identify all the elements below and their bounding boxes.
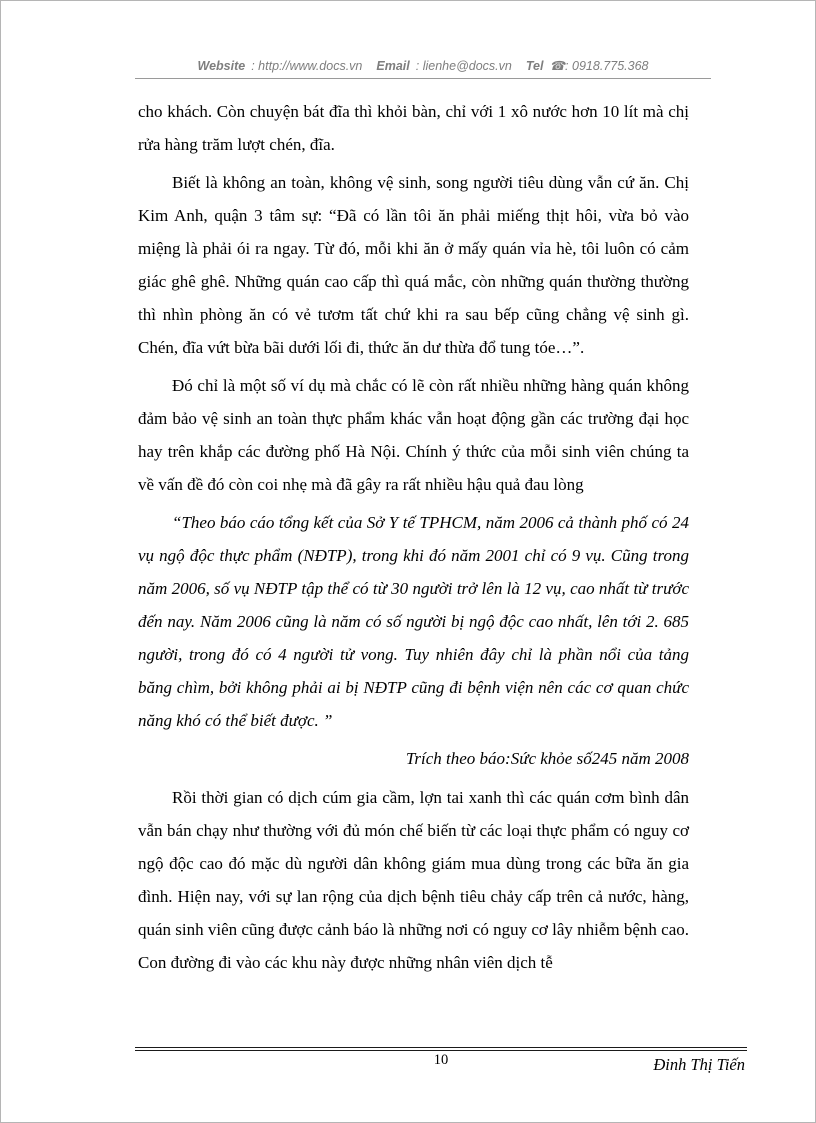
- tel-label: Tel: [525, 59, 544, 73]
- quote-attribution: Trích theo báo:Sức khỏe số245 năm 2008: [405, 749, 689, 768]
- website-label: Website: [197, 59, 246, 73]
- author-name: Đinh Thị Tiến: [653, 1055, 745, 1074]
- telephone-icon: ☎: [549, 59, 566, 73]
- email-address: lienhe@docs.vn: [422, 59, 512, 73]
- page-number: 10: [433, 1052, 449, 1068]
- paragraph-epidemics: Rồi thời gian có dịch cúm gia cầm, lợn tai xanh thì các quán cơm bình dân vẫn bán chạy như thường với đủ món chế biến từ các loại thực phẩm có nguy cơ ngộ độc cao đó mặc dù người dân không giám mua dùng trong các bữa ăn gia đình. Hiện nay, với sự lan rộng của dịch bệnh tiêu chảy cấp trên cả nước, hàng, quán sinh viên cũng được cảnh báo là những nơi có nguy cơ lây nhiễm bệnh cao. Con đường đi vào các khu này được những nhân viên dịch tễ: [138, 788, 690, 972]
- website-url: http://www.docs.vn: [258, 59, 363, 73]
- website-separator: :: [251, 59, 255, 73]
- email-separator: :: [415, 59, 420, 73]
- footer-row: [135, 1051, 747, 1077]
- tel-number: 0918.775.368: [572, 59, 649, 73]
- page-footer: [135, 1047, 747, 1077]
- document-body: [138, 95, 689, 984]
- paragraph-examples: Đó chỉ là một số ví dụ mà chắc có lẽ còn rất nhiều những hàng quán không đảm bảo vệ sinh an toàn thực phẩm khác vẫn hoạt động gần các trường đại học hay trên khắp các đường phố Hà Nội. Chính ý thức của mỗi sinh viên chúng ta về vấn đề đó còn coi nhẹ mà đã gây ra rất nhiều hậu quả đau lòng: [138, 376, 689, 494]
- paragraph-report-quote: “Theo báo cáo tổng kết của Sở Y tế TPHCM, năm 2006 cả thành phố có 24 vụ ngộ độc thực phẩm (NĐTP), trong khi đó năm 2001 chỉ có 9 vụ. Cũng trong năm 2006, số vụ NĐTP tập thể có từ 30 người trở lên là 12 vụ, cao nhất từ trước đến nay. Năm 2006 cũng là năm có số người bị ngộ độc cao nhất, lên tới 2. 685 người, trong đó có 4 người tử vong. Tuy nhiên đây chỉ là phần nổi của tảng băng chìm, bởi không phải ai bị NĐTP cũng đi bệnh viện nên các cơ quan chức năng khó có thể biết được. ”: [138, 513, 689, 730]
- email-label: Email: [376, 59, 410, 73]
- tel-separator: :: [565, 59, 569, 73]
- page-header: [135, 58, 711, 79]
- paragraph-continuation: cho khách. Còn chuyện bát đĩa thì khỏi bàn, chỉ với 1 xô nước hơn 10 lít mà chị rửa hàng trăm lượt chén, đĩa.: [138, 102, 689, 154]
- paragraph-interview: Biết là không an toàn, không vệ sinh, song người tiêu dùng vẫn cứ ăn. Chị Kim Anh, quận 3 tâm sự: “Đã có lần tôi ăn phải miếng thịt hôi, vừa bỏ vào miệng là phải ói ra ngay. Từ đó, mỗi khi ăn ở mấy quán vỉa hè, tôi luôn có cảm giác ghê ghê. Những quán cao cấp thì quá mắc, còn những quán thường thường thì nhìn phòng ăn có vẻ tươm tất chứ khi ra sau bếp cũng chẳng vệ sinh gì. Chén, đĩa vứt bừa bãi dưới lối đi, thức ăn dư thừa đổ tung tóe…”.: [138, 173, 689, 357]
